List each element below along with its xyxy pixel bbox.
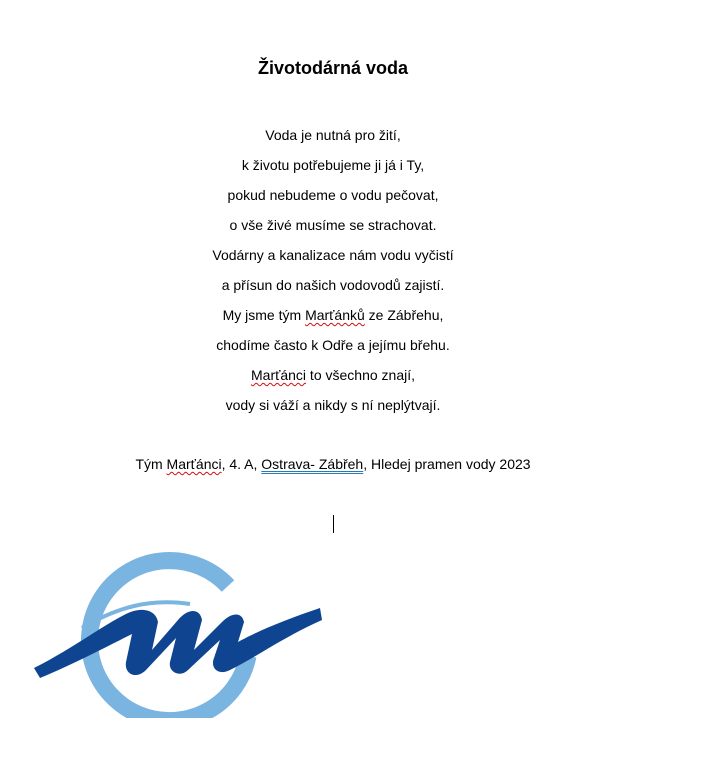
spellcheck-flagged-word[interactable]: Marťánci	[166, 456, 222, 472]
credit-text: , Hledej pramen vody 2023	[363, 456, 531, 472]
poem-line: o vše živé musíme se strachovat.	[229, 217, 437, 233]
grammar-flagged-phrase[interactable]: Ostrava- Zábřeh	[261, 456, 364, 472]
poem-text: to všechno znají,	[306, 367, 415, 383]
poem-line: k životu potřebujeme ji já i Ty,	[241, 157, 425, 173]
water-wave-logo-icon	[30, 546, 326, 718]
poem-text: My jsme tým	[222, 307, 306, 323]
credit-text: , 4. A,	[221, 456, 262, 472]
text-cursor	[333, 515, 334, 533]
poem-line: Voda je nutná pro žití,	[265, 127, 401, 143]
poem-line: vody si váží a nikdy s ní neplýtvají.	[225, 397, 441, 413]
credit-text: Tým	[135, 456, 167, 472]
poem-line: Vodárny a kanalizace nám vodu vyčistí	[212, 247, 454, 263]
logo-wave	[34, 608, 322, 678]
poem-text: ze Zábřehu,	[364, 307, 444, 323]
poem-line	[0, 366, 666, 396]
poem-line: a přísun do našich vodovodů zajistí.	[221, 277, 445, 293]
poem-line: chodíme často k Odře a jejímu břehu.	[216, 337, 450, 353]
poem-line: pokud nebudeme o vodu pečovat,	[227, 187, 439, 203]
poem-line	[0, 306, 666, 336]
spellcheck-flagged-word[interactable]: Marťánci	[251, 367, 307, 383]
poem	[0, 126, 666, 426]
spellcheck-flagged-word[interactable]: Marťánků	[305, 307, 365, 323]
credit-line	[0, 456, 666, 472]
document-title: Životodárná voda	[257, 58, 409, 78]
